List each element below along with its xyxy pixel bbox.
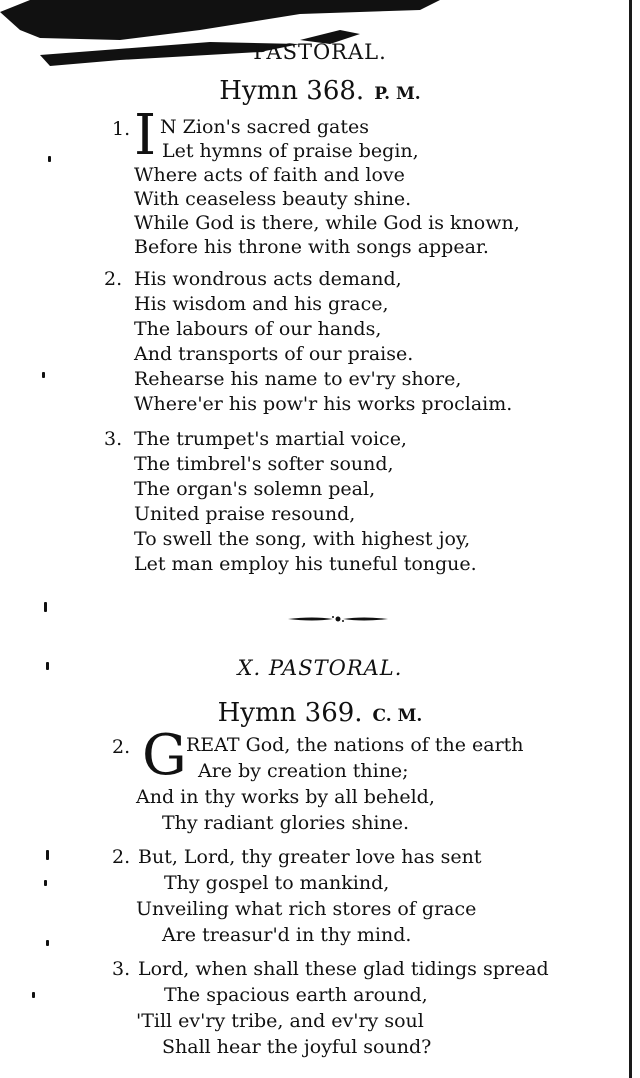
hymn-368-name: Hymn 368. [219,76,365,106]
verse-line: Are by creation thine; [198,760,409,782]
verse-line: The organ's solemn peal, [134,478,376,500]
verse-line: And in thy works by all beheld, [136,786,435,808]
stanza-number: 3. [104,428,123,450]
verse-line: To swell the song, with highest joy, [134,528,471,550]
page-edge-shadow [629,0,632,1078]
verse-line: Let hymns of praise begin, [162,140,419,162]
verse-line: The timbrel's softer sound, [134,453,394,475]
verse-line: The labours of our hands, [134,318,382,340]
hymn-368-meter: P. M. [374,84,421,104]
stanza-number: 2. [112,736,131,758]
hymn-368-title [0,76,640,106]
scan-speck [48,156,51,162]
stanza-number: 3. [112,958,131,980]
stanza-number: 1. [112,118,131,140]
verse-line: His wisdom and his grace, [134,293,389,315]
verse-line: His wondrous acts demand, [134,268,402,290]
verse-line: Before his throne with songs appear. [134,236,489,258]
verse-line: Unveiling what rich stores of grace [136,898,477,920]
scan-speck [44,880,47,886]
scan-speck [46,662,49,670]
verse-line: United praise resound, [134,503,356,525]
verse-line: With ceaseless beauty shine. [134,188,412,210]
drop-cap: G [142,723,187,788]
verse-line: The trumpet's martial voice, [134,428,407,450]
verse-line: But, Lord, thy greater love has sent [138,846,482,868]
scan-speck [46,850,49,860]
scan-speck [46,940,49,946]
section-divider-ornament [288,614,388,624]
hymn-369-title [0,698,640,728]
verse-line: 'Till ev'ry tribe, and ev'ry soul [136,1010,424,1032]
scan-speck [32,992,35,998]
verse-line: Where'er his pow'r his works proclaim. [134,393,513,415]
verse-line: Thy gospel to mankind, [164,872,390,894]
verse-line: The spacious earth around, [164,984,428,1006]
hymn-369-name: Hymn 369. [217,698,363,728]
verse-line: Where acts of faith and love [134,164,405,186]
verse-line: Rehearse his name to ev'ry shore, [134,368,462,390]
stanza-number: 2. [104,268,123,290]
verse-line: Lord, when shall these glad tidings spread [138,958,549,980]
verse-line: And transports of our praise. [134,343,414,365]
verse-line: Thy radiant glories shine. [162,812,410,834]
verse-line: Shall hear the joyful sound? [162,1036,432,1058]
verse-line: N Zion's sacred gates [160,116,369,138]
verse-line: REAT God, the nations of the earth [186,734,524,756]
running-header: PASTORAL. [253,40,387,64]
scan-speck [42,372,45,378]
scan-speck [44,602,47,612]
verse-line: Let man employ his tuneful tongue. [134,553,477,575]
stanza-number: 2. [112,846,131,868]
verse-line: Are treasur'd in thy mind. [162,924,412,946]
drop-cap: I [134,103,157,168]
section-header: X. PASTORAL. [237,656,403,680]
verse-line: While God is there, while God is known, [134,212,520,234]
hymn-369-meter: C. M. [372,706,423,726]
